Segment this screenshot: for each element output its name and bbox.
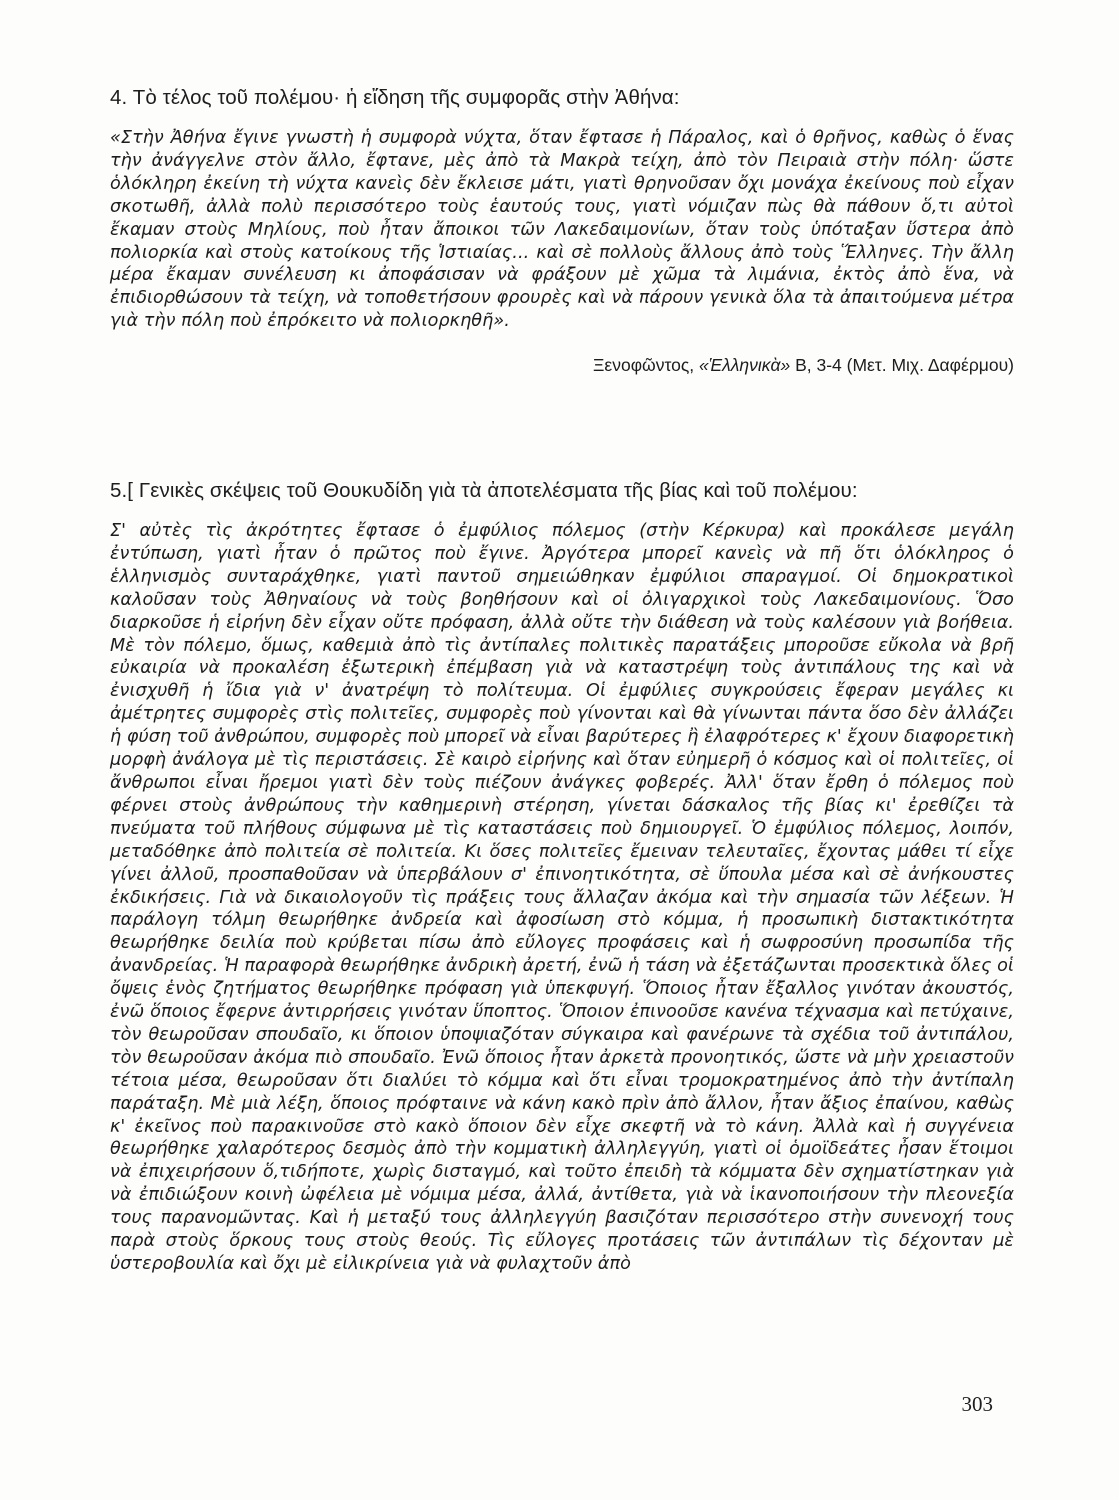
section-4-heading: 4. Τὸ τέλος τοῦ πολέμου· ἡ εἴδηση τῆς συμφορᾶς στὴν Ἀθήνα:	[110, 86, 680, 109]
section-5	[110, 478, 1014, 1276]
section-5-text: Σ' αὐτὲς τὶς ἀκρότητες ἔφτασε ὁ ἐμφύλιος πόλεμος (στὴν Κέρκυρα) καὶ προκάλεσε μεγάλη ἐντύπωση, γιατὶ ἦταν ὁ πρῶτος ποὺ ἔγινε. Ἀργότερα μπορεῖ κανεὶς νὰ πῆ ὅτι ὁλόκληρος ὁ ἑλληνισμὸς συνταράχθηκε, γιατὶ παντοῦ σημειώθηκαν ἐμφύλιοι σπαραγμοί. Οἱ δημοκρατικοὶ καλοῦσαν τοὺς Ἀθηναίους νὰ τοὺς βοηθήσουν καὶ οἱ ὀλιγαρχικοὶ τοὺς Λακεδαιμονίους. Ὅσο διαρκοῦσε ἡ εἰρήνη δὲν εἶχαν οὔτε πρόφαση, ἀλλὰ οὔτε τὴν διάθεση νὰ τοὺς καλέσουν γιὰ βοήθεια. Μὲ τὸν πόλεμο, ὅμως, καθεμιὰ ἀπὸ τὶς ἀντίπαλες πολιτικὲς παρατάξεις μποροῦσε εὔκολα νὰ βρῆ εὐκαιρία νὰ προκαλέση ἐξωτερικὴ ἐπέμβαση γιὰ νὰ καταστρέψη τοὺς ἀντιπάλους της καὶ νὰ ἐνισχυθῆ ἡ ἴδια γιὰ ν' ἀνατρέψη τὸ πολίτευμα. Οἱ ἐμφύλιες συγκρούσεις ἔφεραν μεγάλες κι ἀμέτρητες συμφορὲς στὶς πολιτεῖες, συμφορὲς ποὺ γίνονται καὶ θὰ γίνωνται πάντα ὅσο δὲν ἀλλάζει ἡ φύση τοῦ ἀνθρώπου, συμφορὲς ποὺ μπορεῖ νὰ εἶναι βαρύτερες ἢ ἐλαφρότερες κ' ἔχουν διαφορετικὴ μορφὴ ἀνάλογα μὲ τὶς περιστάσεις. Σὲ καιρὸ εἰρήνης καὶ ὅταν εὐημερῆ ὁ κόσμος καὶ οἱ πολιτεῖες, οἱ ἄνθρωποι εἶναι ἤρεμοι γιατὶ δὲν τοὺς πιέζουν ἀνάγκες φοβερές. Ἀλλ' ὅταν ἔρθη ὁ πόλεμος ποὺ φέρνει στοὺς ἀνθρώπους τὴν καθημερινὴ στέρηση, γίνεται δάσκαλος τῆς βίας κι' ἐρεθίζει τὰ πνεύματα τοῦ πλήθους σύμφωνα μὲ τὶς καταστάσεις ποὺ δημιουργεῖ. Ὁ ἐμφύλιος πόλεμος, λοιπόν, μεταδόθηκε ἀπὸ πολιτεία σὲ πολιτεία. Κι ὅσες πολιτεῖες ἔμειναν τελευταῖες, ἔχοντας μάθει τί εἶχε γίνει ἀλλοῦ, προσπαθοῦσαν νὰ ὑπερβάλουν σ' ἐπινοητικότητα, σὲ ὕπουλα μέσα καὶ σὲ ἀνήκουστες ἐκδικήσεις. Γιὰ νὰ δικαιολογοῦν τὶς πράξεις τους ἄλλαζαν ἀκόμα καὶ τὴν σημασία τῶν λέξεων. Ἡ παράλογη τόλμη θεωρήθηκε ἀνδρεία καὶ ἀφοσίωση στὸ κόμμα, ἡ προσωπικὴ διστακτικότητα θεωρήθηκε δειλία ποὺ κρύβεται πίσω ἀπὸ εὔλογες προφάσεις καὶ ἡ σωφροσύνη προσωπίδα τῆς ἀνανδρείας. Ἡ παραφορὰ θεωρήθηκε ἀνδρικὴ ἀρετή, ἐνῶ ἡ τάση νὰ ἐξετάζωνται προσεκτικὰ ὅλες οἱ ὄψεις ἑνὸς ζητήματος θεωρήθηκε πρόφαση γιὰ ὑπεκφυγή. Ὅποιος ἦταν ἔξαλλος γινόταν ἀκουστός, ἐνῶ ὅποιος ἔφερνε ἀντιρρήσεις γινόταν ὕποπτος. Ὅποιον ἐπινοοῦσε κανένα τέχνασμα καὶ πετύχαινε, τὸν θεωροῦσαν σπουδαῖο, κι ὅποιον ὑποψιαζόταν σύγκαιρα καὶ φανέρωνε τὰ σχέδια τοῦ ἀντιπάλου, τὸν θεωροῦσαν ἀκόμα πιὸ σπουδαῖο. Ἐνῶ ὅποιος ἦταν ἀρκετὰ προνοητικός, ὥστε νὰ μὴν χρειαστοῦν τέτοια μέσα, θεωροῦσαν ὅτι διαλύει τὸ κόμμα καὶ ὅτι εἶναι τρομοκρατημένος ἀπὸ τὴν ἀντίπαλη παράταξη. Μὲ μιὰ λέξη, ὅποιος πρόφταινε νὰ κάνη κακὸ πρὶν ἀπὸ ἄλλον, ἦταν ἄξιος ἐπαίνου, καθὼς κ' ἐκεῖνος ποὺ παρακινοῦσε στὸ κακὸ ὅποιον δὲν εἶχε σκεφτῆ νὰ τὸ κάνη. Ἀλλὰ καὶ ἡ συγγένεια θεωρήθηκε χαλαρότερος δεσμὸς ἀπὸ τὴν κομματικὴ ἀλληλεγγύη, γιατὶ οἱ ὁμοϊδεάτες ἦσαν ἕτοιμοι νὰ ἐπιχειρήσουν ὅ,τιδήποτε, χωρὶς δισταγμό, καὶ τοῦτο ἐπειδὴ τὰ κόμματα δὲν σχηματίστηκαν γιὰ νὰ ἐπιδιώξουν κοινὴ ὠφέλεια μὲ νόμιμα μέσα, ἀλλά, ἀντίθετα, γιὰ νὰ ἱκανοποιήσουν τὴν πλεονεξία τους παρανομῶντας. Καὶ ἡ μεταξύ τους ἀλληλεγγύη βασιζόταν περισσότερο στὴν συνενοχή τους παρὰ στοὺς ὅρκους τους στοὺς θεούς. Τὶς εὔλογες προτάσεις τῶν ἀντιπάλων τὶς δέχονταν μὲ ὑστεροβουλία καὶ ὄχι μὲ εἰλικρίνεια γιὰ νὰ φυλαχτοῦν ἀπὸ	[110, 521, 1014, 1274]
section-4-quote: «Στὴν Ἀθήνα ἔγινε γνωστὴ ἡ συμφορὰ νύχτα, ὅταν ἔφτασε ἡ Πάραλος, καὶ ὁ θρῆνος, καθὼς ὁ ἕνας τὴν ἀνάγγελνε στὸν ἄλλο, ἔφτανε, μὲς ἀπὸ τὰ Μακρὰ τείχη, ἀπὸ τὸν Πειραιὰ στὴν πόλη· ὥστε ὁλόκληρη ἐκείνη τὴ νύχτα κανεὶς δὲν ἔκλεισε μάτι, γιατὶ θρηνοῦσαν ὄχι μονάχα ἐκείνους ποὺ εἶχαν σκοτωθῆ, ἀλλὰ πολὺ περισσότερο τοὺς ἑαυτούς τους, γιατὶ νόμιζαν πὼς θὰ πάθουν ὅ,τι αὐτοὶ ἔκαμαν στοὺς Μηλίους, ποὺ ἦταν ἄποικοι τῶν Λακεδαιμονίων, ὅταν τοὺς ὑπόταξαν ὕστερα ἀπὸ πολιορκία καὶ στοὺς κατοίκους τῆς Ἱστιαίας... καὶ σὲ πολλοὺς ἄλλους ἀπὸ τοὺς Ἕλληνες. Τὴν ἄλλη μέρα ἔκαμαν συνέλευση κι ἀποφάσισαν νὰ φράξουν μὲ χῶμα τὰ λιμάνια, ἐκτὸς ἀπὸ ἕνα, νὰ ἐπιδιορθώσουν τὰ τείχη, νὰ τοποθετήσουν φρουρὲς καὶ νὰ πάρουν γενικὰ ὅλα τὰ ἀπαιτούμενα μέτρα γιὰ τὴν πόλη ποὺ ἐπρόκειτο νὰ πολιορκηθῆ».	[110, 128, 1014, 332]
source-work-title: «Ἑλληνικὰ»	[699, 355, 791, 376]
page-number: 303	[961, 1392, 993, 1416]
section-4	[110, 85, 1014, 376]
section-4-source	[110, 354, 1014, 376]
section-5-heading: 5.[ Γενικὲς σκέψεις τοῦ Θουκυδίδη γιὰ τὰ ἀποτελέσματα τῆς βίας καὶ τοῦ πολέμου:	[110, 479, 858, 502]
source-author: Ξενοφῶντος,	[593, 355, 700, 376]
source-reference: Β, 3-4 (Μετ. Μιχ. Δαφέρμου)	[790, 355, 1014, 376]
